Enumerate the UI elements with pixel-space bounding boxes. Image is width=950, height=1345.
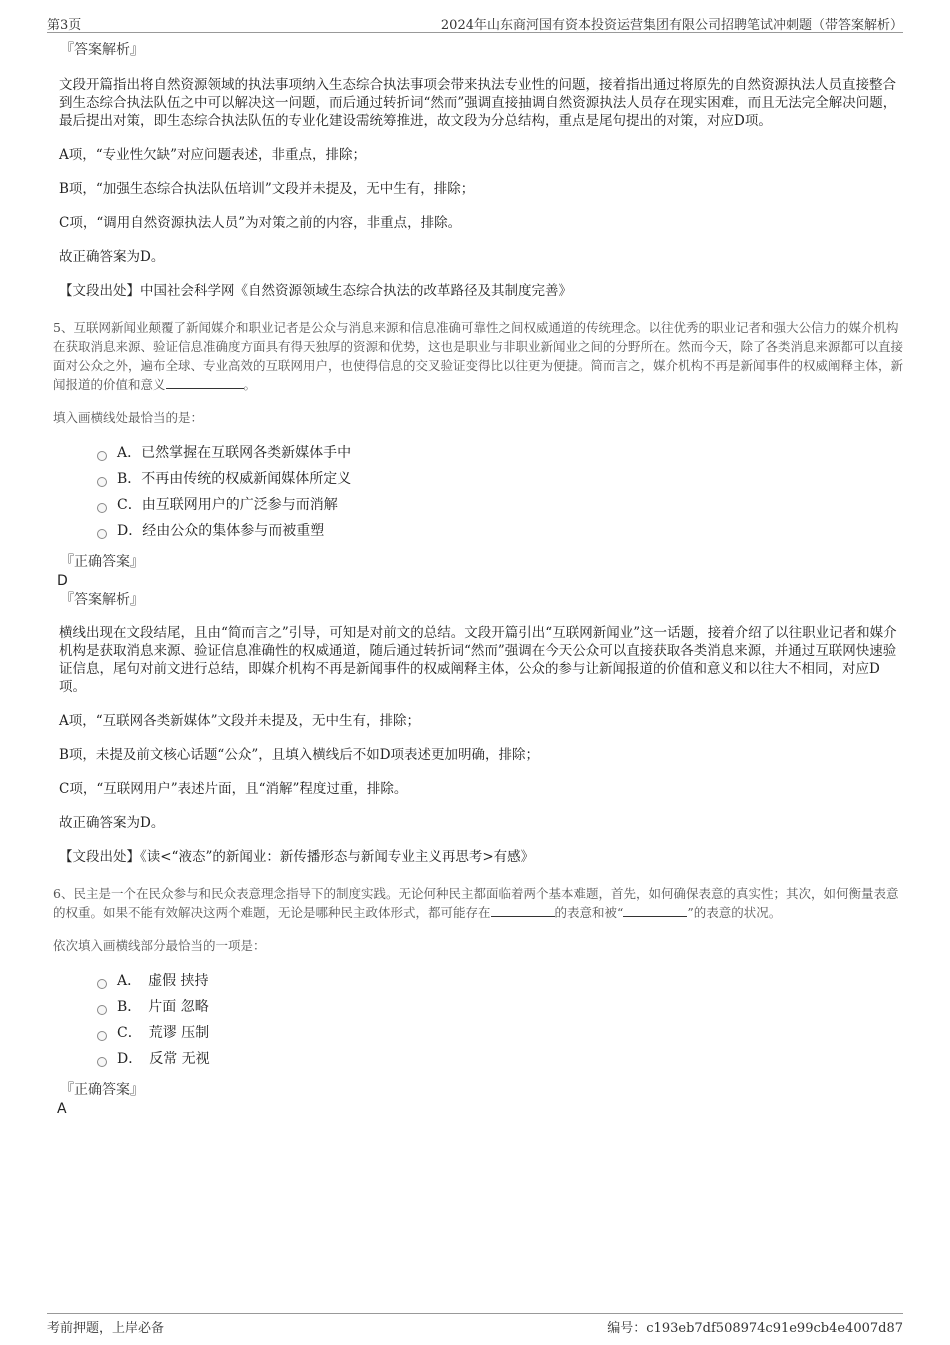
q5-stem-end: 。: [243, 377, 257, 392]
q5-analysis-text: 横线出现在文段结尾，且由“简而言之”引导，可知是对前文的总结。文段开篇引出“互联网新闻业”这一话题，接着介绍了以往职业记者和媒介机构是获取消息来源、验证信息准确性的权威通道，随后通过转折词“然而”强调在今天公众可以直接获取各类消息来源，并通过互联网快速验证信息，尾句对前文进行总结，即媒介机构不再是新闻事件的权威阐释主体，公众的参与让新闻报道的价值和意义和以往大不相同，对应D项。: [59, 625, 897, 695]
q6-blank-1: [491, 903, 555, 917]
q4-explain-a: A项，“专业性欠缺”对应问题表述，非重点，排除；: [59, 147, 367, 163]
radio-icon[interactable]: [97, 1031, 107, 1041]
q6-stem-part2: 的表意和被“: [554, 905, 624, 920]
q5-option-d[interactable]: [97, 518, 903, 544]
q5-option-c[interactable]: [97, 492, 903, 518]
radio-icon[interactable]: [97, 451, 107, 461]
q4-source: 【文段出处】中国社会科学网《自然资源领域生态综合执法的改革路径及其制度完善》: [59, 283, 572, 299]
option-label: A． 虚假 挟持: [117, 973, 209, 989]
q5-explain-c: C项，“互联网用户”表述片面，且“消解”程度过重，排除。: [59, 781, 408, 797]
q5-option-a[interactable]: [97, 440, 903, 466]
footer-slogan: 考前押题，上岸必备: [47, 1321, 165, 1336]
q6-answer-label: 『正确答案』: [60, 1082, 144, 1098]
q5-option-b[interactable]: [97, 466, 903, 492]
q5-options: [47, 440, 903, 544]
q4-explain-b: B项，“加强生态综合执法队伍培训”文段并未提及，无中生有，排除；: [59, 181, 475, 197]
q6-answer: A: [57, 1101, 67, 1117]
q5-explain-b: B项，未提及前文核心话题“公众”，且填入横线后不如D项表述更加明确，排除；: [59, 747, 540, 763]
q5-stem-text: 5、互联网新闻业颠覆了新闻媒介和职业记者是公众与消息来源和信息准确可靠性之间权威通道的传统理念。以往优秀的职业记者和强大公信力的媒介机构在获取消息来源、验证信息准确度方面具有得天独厚的资源和优势，这也是职业与非职业新闻业之间的分野所在。然而今天，除了各类消息来源都可以直接面对公众之外，遍布全球、专业高效的互联网用户，也使得信息的交叉验证变得比以往更为便捷。简而言之，媒介机构不再是新闻事件的权威阐释主体，新闻报道的价值和意义: [53, 320, 904, 392]
footer-code: 编号：c193eb7df508974c91e99cb4e4007d87: [607, 1321, 903, 1336]
option-label: A．已然掌握在互联网各类新媒体手中: [117, 445, 352, 461]
q6-blank-2: [623, 903, 687, 917]
page-footer: [47, 1313, 903, 1336]
q6-prompt: 依次填入画横线部分最恰当的一项是：: [53, 938, 266, 953]
q5-source: 【文段出处】《读<“液态”的新闻业：新传播形态与新闻专业主义再思考>有感》: [59, 849, 535, 865]
q4-explain-c: C项，“调用自然资源执法人员”为对策之前的内容，非重点，排除。: [59, 215, 462, 231]
q5-stem: [47, 318, 903, 394]
q5-analysis-label: 『答案解析』: [60, 592, 144, 608]
q6-stem: [47, 884, 903, 922]
q6-option-d[interactable]: [97, 1046, 903, 1072]
q6-option-c[interactable]: [97, 1020, 903, 1046]
option-label: D． 反常 无视: [117, 1051, 210, 1067]
radio-icon[interactable]: [97, 529, 107, 539]
radio-icon[interactable]: [97, 1005, 107, 1015]
q6-option-b[interactable]: [97, 994, 903, 1020]
option-label: B． 片面 忽略: [117, 999, 209, 1015]
q6-option-a[interactable]: [97, 968, 903, 994]
q4-analysis-label: 『答案解析』: [60, 42, 144, 58]
option-label: B．不再由传统的权威新闻媒体所定义: [117, 471, 352, 487]
q6-options: [47, 968, 903, 1072]
q5-blank: [166, 375, 244, 389]
option-label: C． 荒谬 压制: [117, 1025, 210, 1041]
page-content: [47, 40, 903, 1118]
radio-icon[interactable]: [97, 477, 107, 487]
q6-stem-part1: 6、民主是一个在民众参与和民众表意理念指导下的制度实践。无论何种民主都面临着两个基本难题，首先，如何确保表意的真实性；其次，如何衡量表意的权重。如果不能有效解决这两个难题，无论是哪种民主政体形式，都可能存在: [53, 886, 899, 920]
q4-conclusion: 故正确答案为D。: [59, 249, 165, 265]
q5-prompt: 填入画横线处最恰当的是：: [53, 410, 204, 425]
radio-icon[interactable]: [97, 979, 107, 989]
radio-icon[interactable]: [97, 1057, 107, 1067]
q5-conclusion: 故正确答案为D。: [59, 815, 165, 831]
q6-stem-part3: ”的表意的状况。: [687, 905, 782, 920]
q5-answer-label: 『正确答案』: [60, 554, 144, 570]
option-label: C．由互联网用户的广泛参与而消解: [117, 497, 338, 513]
page-number: 第3页: [47, 18, 82, 33]
q5-answer: D: [57, 573, 68, 589]
option-label: D．经由公众的集体参与而被重塑: [117, 523, 325, 539]
q5-explain-a: A项，“互联网各类新媒体”文段并未提及，无中生有，排除；: [59, 713, 421, 729]
radio-icon[interactable]: [97, 503, 107, 513]
page-header: [47, 10, 903, 33]
document-title: 2024年山东商河国有资本投资运营集团有限公司招聘笔试冲刺题（带答案解析）: [440, 18, 903, 33]
q4-analysis-text: 文段开篇指出将自然资源领域的执法事项纳入生态综合执法事项会带来执法专业性的问题，接着指出通过将原先的自然资源执法人员直接整合到生态综合执法队伍之中可以解决这一问题，而后通过转折词“然而”强调直接抽调自然资源执法人员存在现实困难，而且无法完全解决问题，最后提出对策，即生态综合执法队伍的专业化建设需统筹推进，故文段为分总结构，重点是尾句提出的对策，对应D项。: [59, 77, 897, 129]
